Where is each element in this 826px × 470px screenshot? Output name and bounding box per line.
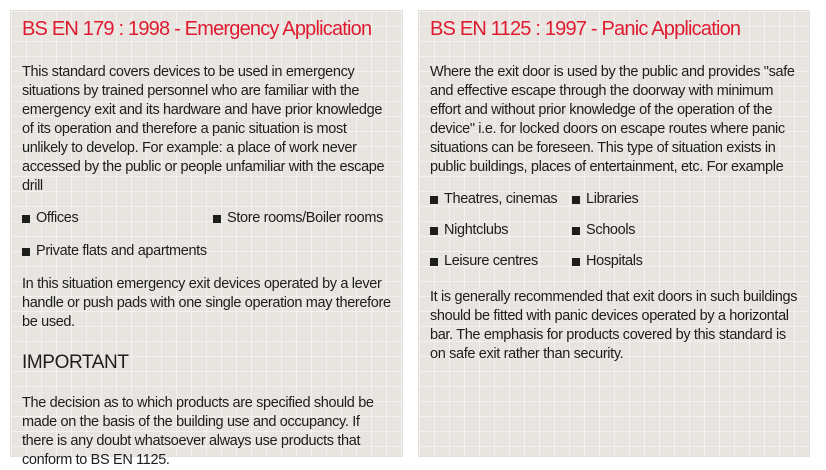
bullet-label: Theatres, cinemas bbox=[444, 191, 558, 207]
list-item bbox=[430, 190, 572, 209]
bullet-square-icon bbox=[430, 196, 438, 204]
panel-bs-en-179 bbox=[10, 10, 403, 468]
bullet-label: Libraries bbox=[586, 191, 639, 207]
bullet-square-icon bbox=[22, 248, 30, 256]
list-item bbox=[430, 252, 572, 271]
important-paragraph: The decision as to which products are specified should be made on the basis of the building use and occupancy. If there is any doubt whatsoever always use products that conform to BS EN 1125. bbox=[22, 395, 374, 468]
intro-paragraph: This standard covers devices to be used in emergency situations by trained personnel who are familiar with the emergency exit and its hardware and have prior knowledge of its operation and therefore a panic situation is most unlikely to develop. For example: a place of work never accessed by the public or people unfamiliar with the escape drill bbox=[22, 64, 385, 194]
bullet-list bbox=[22, 209, 392, 261]
list-item bbox=[22, 242, 213, 261]
bullet-square-icon bbox=[22, 215, 30, 223]
bullet-label: Store rooms/Boiler rooms bbox=[227, 210, 383, 226]
bullet-square-icon bbox=[572, 227, 580, 235]
bullet-label: Schools bbox=[586, 222, 636, 238]
panel-title-bs-en-1125: BS EN 1125 : 1997 - Panic Application bbox=[430, 18, 741, 40]
bullet-square-icon bbox=[213, 215, 221, 223]
list-item bbox=[213, 209, 392, 228]
panel-bs-en-1125 bbox=[418, 10, 810, 457]
list-item bbox=[572, 252, 799, 271]
important-subheading: IMPORTANT bbox=[22, 352, 129, 373]
intro-paragraph: Where the exit door is used by the public and provides "safe and effective escape through the doorway with minimum effort and without prior knowledge of the operation of the device" i.e. for locked doors on escape routes where panic situations can be foreseen. This type of situation exists in public buildings, places of entertainment, etc. For example bbox=[430, 64, 795, 175]
bullet-square-icon bbox=[572, 196, 580, 204]
panel-title-bs-en-179: BS EN 179 : 1998 - Emergency Application bbox=[22, 18, 372, 40]
bullet-label: Nightclubs bbox=[444, 222, 509, 238]
bullet-list bbox=[430, 190, 799, 271]
bullet-square-icon bbox=[430, 227, 438, 235]
closing-paragraph: It is generally recommended that exit doors in such buildings should be fitted with panic devices operated by a horizontal bar. The emphasis for products covered by this standard is on safe exit rather than security. bbox=[430, 289, 798, 362]
list-item bbox=[572, 221, 799, 240]
bullet-label: Private flats and apartments bbox=[36, 243, 207, 259]
bullet-square-icon bbox=[572, 258, 580, 266]
bullet-label: Hospitals bbox=[586, 253, 643, 269]
list-item bbox=[572, 190, 799, 209]
list-item bbox=[22, 209, 213, 228]
bullet-label: Leisure centres bbox=[444, 253, 538, 269]
list-item bbox=[430, 221, 572, 240]
bullet-square-icon bbox=[430, 258, 438, 266]
usage-paragraph: In this situation emergency exit devices operated by a lever handle or push pads with one single operation may therefore be used. bbox=[22, 276, 391, 330]
bullet-label: Offices bbox=[36, 210, 79, 226]
